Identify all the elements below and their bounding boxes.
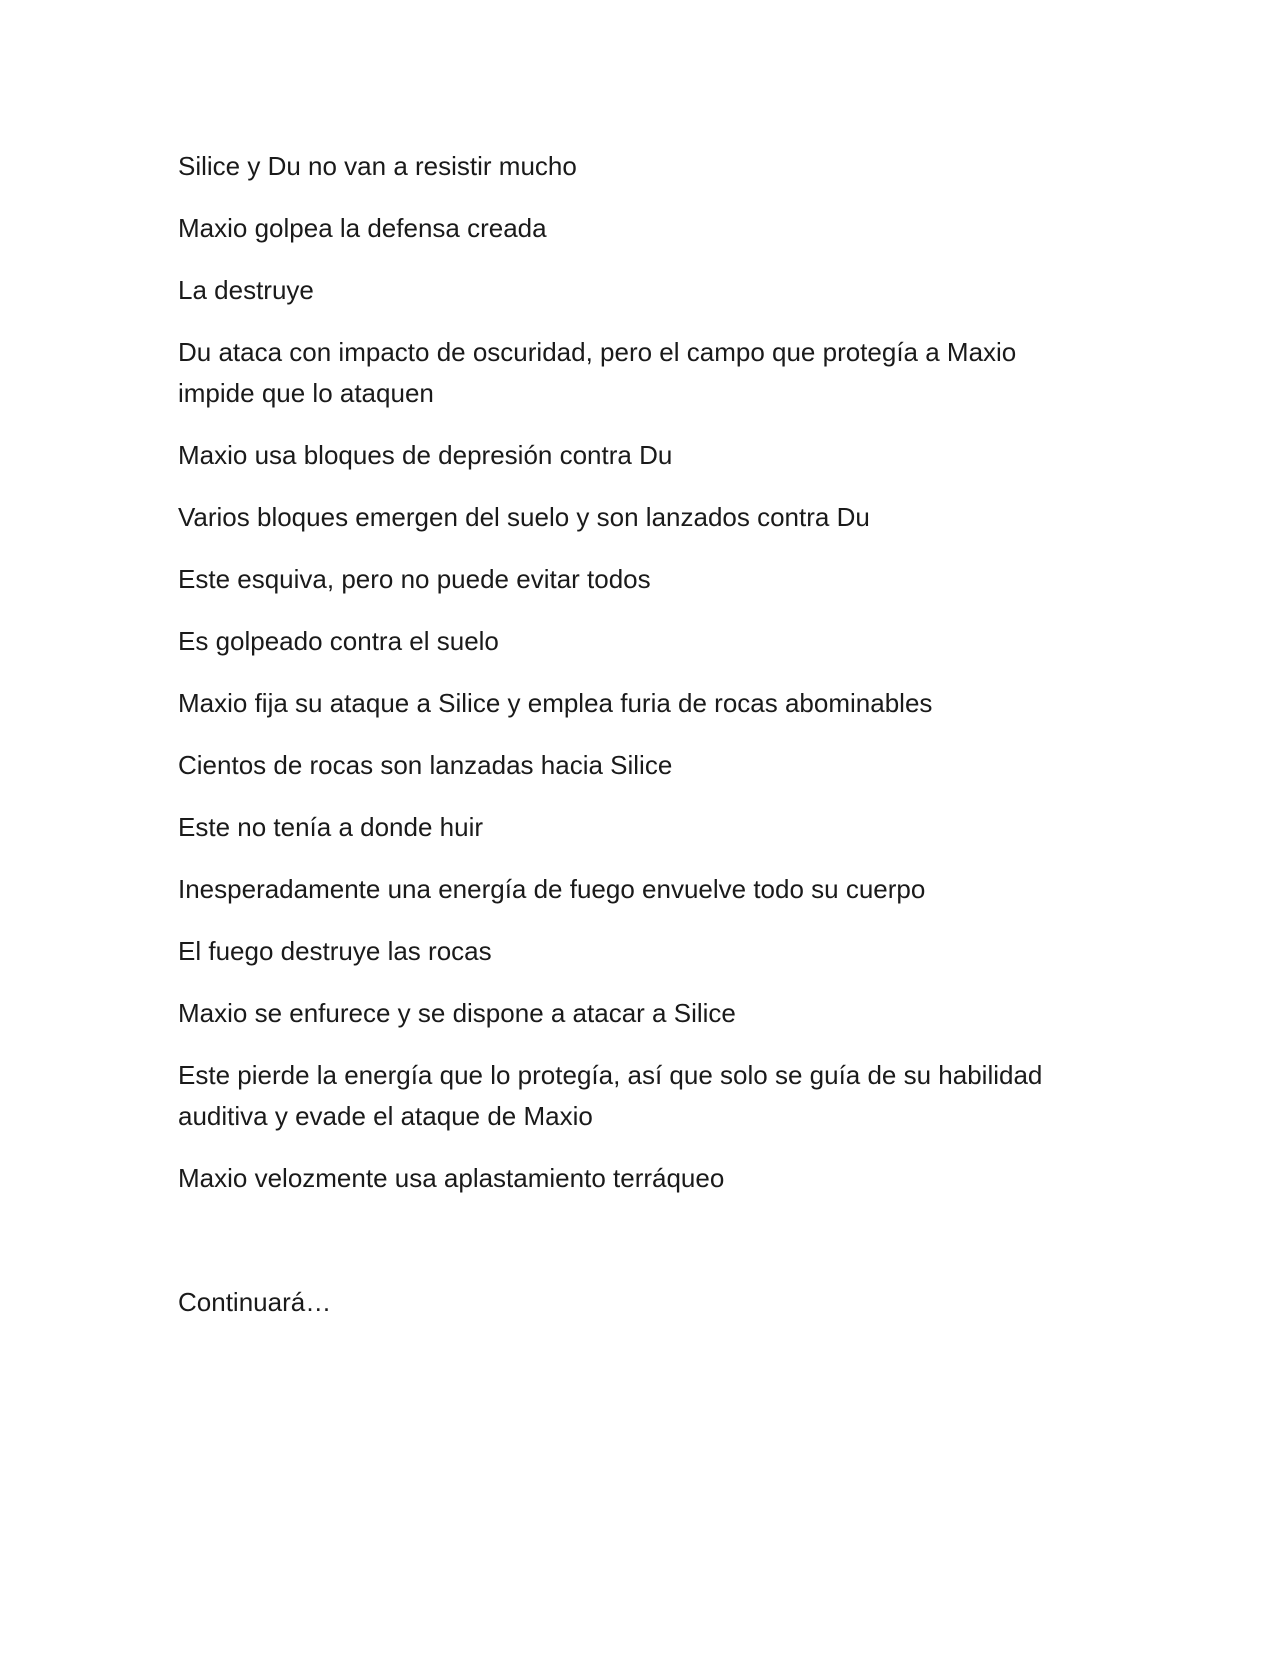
paragraph-5: Maxio usa bloques de depresión contra Du	[178, 440, 673, 470]
paragraph-14: Maxio se enfurece y se dispone a atacar a Silice	[178, 998, 736, 1028]
paragraph-8: Es golpeado contra el suelo	[178, 626, 499, 656]
paragraph-3: La destruye	[178, 275, 314, 305]
paragraph-2: Maxio golpea la defensa creada	[178, 213, 547, 243]
paragraph-9: Maxio fija su ataque a Silice y emplea furia de rocas abominables	[178, 688, 933, 718]
closing-text: Continuará…	[178, 1287, 332, 1317]
blank-line	[178, 1220, 1078, 1282]
paragraph-16: Maxio velozmente usa aplastamiento terráqueo	[178, 1163, 725, 1193]
paragraph-10: Cientos de rocas son lanzadas hacia Silice	[178, 750, 673, 780]
document-body	[178, 146, 1078, 1344]
paragraph-13: El fuego destruye las rocas	[178, 936, 492, 966]
paragraph-6: Varios bloques emergen del suelo y son lanzados contra Du	[178, 502, 870, 532]
paragraph-15: Este pierde la energía que lo protegía, así que solo se guía de su habilidad auditiva y evade el ataque de Maxio	[178, 1060, 1043, 1131]
paragraph-1: Silice y Du no van a resistir mucho	[178, 151, 577, 181]
paragraph-4: Du ataca con impacto de oscuridad, pero el campo que protegía a Maxio impide que lo ataquen	[178, 337, 1017, 408]
paragraph-12: Inesperadamente una energía de fuego envuelve todo su cuerpo	[178, 874, 926, 904]
paragraph-11: Este no tenía a donde huir	[178, 812, 484, 842]
paragraph-7: Este esquiva, pero no puede evitar todos	[178, 564, 651, 594]
